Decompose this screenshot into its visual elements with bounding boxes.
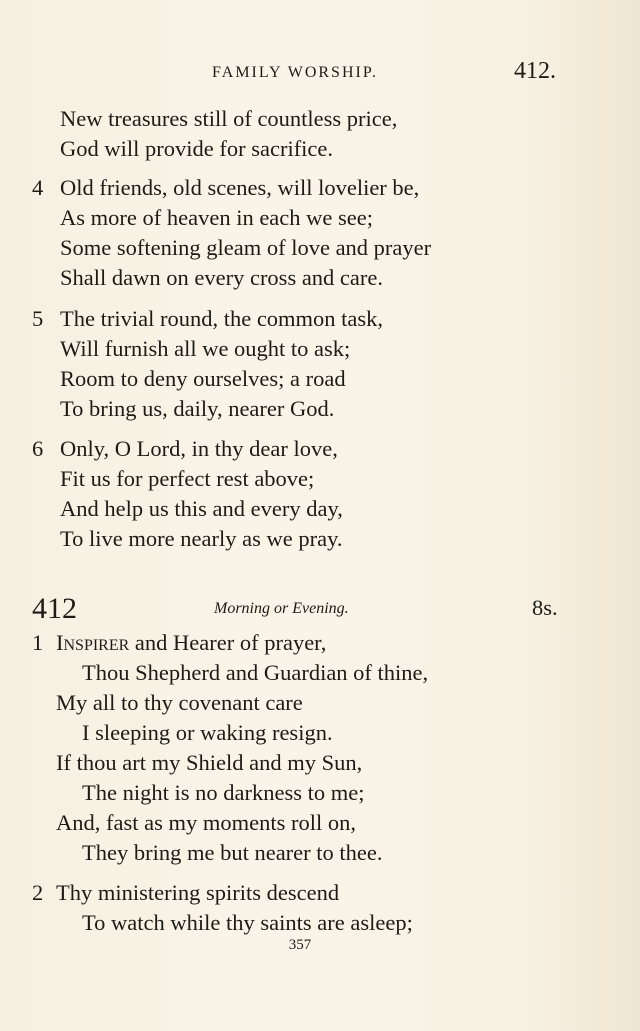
stanza-number: 4 xyxy=(32,175,44,200)
verse-line: Fit us for perfect rest above; xyxy=(60,466,315,491)
page-hymn-number: 412. xyxy=(514,58,556,84)
verse-line: The night is no darkness to me; xyxy=(82,780,365,805)
hymn-meter: 8s. xyxy=(532,595,558,620)
verse-line: As more of heaven in each we see; xyxy=(60,205,373,230)
verse-line: To watch while thy saints are asleep; xyxy=(82,910,413,935)
running-title: FAMILY WORSHIP. xyxy=(212,64,378,81)
verse-line: To bring us, daily, nearer God. xyxy=(60,396,335,421)
first-line-rest: and Hearer of prayer, xyxy=(129,630,327,655)
first-word-small-caps: Inspirer xyxy=(56,630,130,655)
verse-line: I sleeping or waking resign. xyxy=(82,720,333,745)
verse-line: They bring me but nearer to thee. xyxy=(82,840,383,865)
verse-line: And help us this and every day, xyxy=(60,496,343,521)
verse-line: Only, O Lord, in thy dear love, xyxy=(60,436,338,461)
verse-line: And, fast as my moments roll on, xyxy=(56,810,356,835)
verse-line: Shall dawn on every cross and care. xyxy=(60,265,384,290)
verse-line: To live more nearly as we pray. xyxy=(60,526,343,551)
verse-line: Will furnish all we ought to ask; xyxy=(60,336,351,361)
verse-line: Room to deny ourselves; a road xyxy=(60,366,346,391)
page-number: 357 xyxy=(288,937,312,953)
verse-line xyxy=(56,632,326,655)
stanza-number: 1 xyxy=(32,630,44,655)
stanza-number: 5 xyxy=(32,306,44,331)
verse-line: Old friends, old scenes, will lovelier be, xyxy=(60,175,420,200)
stanza-number: 2 xyxy=(32,880,44,905)
stanza-number: 6 xyxy=(32,436,44,461)
verse-line: Some softening gleam of love and prayer xyxy=(60,235,432,260)
verse-line: Thy ministering spirits descend xyxy=(56,880,340,905)
verse-line: God will provide for sacrifice. xyxy=(60,136,334,161)
verse-line: New treasures still of countless price, xyxy=(60,106,398,131)
verse-line: Thou Shepherd and Guardian of thine, xyxy=(82,660,429,685)
verse-line: The trivial round, the common task, xyxy=(60,306,384,331)
hymn-number: 412 xyxy=(32,592,77,625)
verse-line: My all to thy covenant care xyxy=(56,690,303,715)
verse-line: If thou art my Shield and my Sun, xyxy=(56,750,363,775)
hymn-title: Morning or Evening. xyxy=(214,600,349,617)
